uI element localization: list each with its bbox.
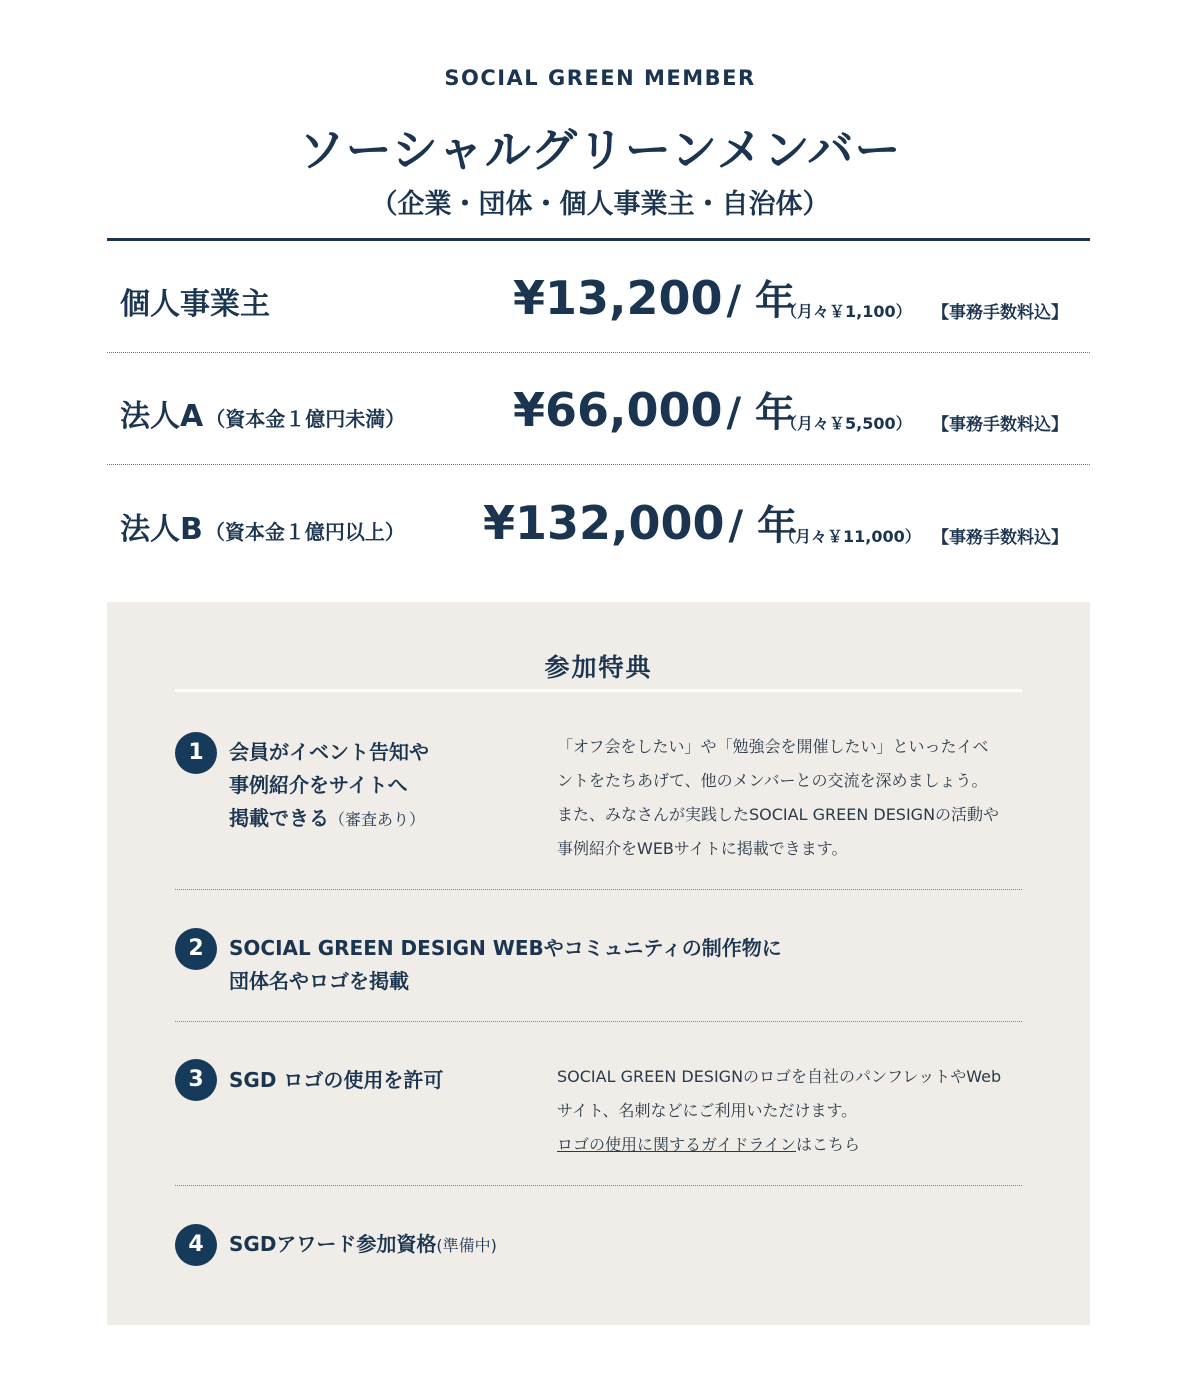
- plan-price: [483, 494, 797, 551]
- plan-name-text: 法人A: [120, 399, 204, 434]
- benefit-desc-line: [557, 1128, 1017, 1162]
- plan-price: [513, 269, 795, 326]
- price-row-individual: [107, 241, 1090, 353]
- page-subtitle: （企業・団体・個人事業主・自治体）: [370, 189, 830, 220]
- plan-monthly: （月々￥5,500）: [781, 414, 912, 433]
- benefit-title-line: 会員がイベント告知や: [229, 740, 429, 764]
- page-title: ソーシャルグリーンメンバー: [298, 123, 902, 177]
- benefit-title-line: 団体名やロゴを掲載: [229, 969, 409, 993]
- plan-fee-note: 【事務手数料込】: [932, 415, 1068, 435]
- benefits-title: 参加特典: [544, 653, 653, 682]
- benefit-title-note: (準備中): [436, 1236, 497, 1255]
- plan-price-amount: ¥13,200: [513, 271, 723, 325]
- price-row-corporate-a: [107, 353, 1090, 465]
- benefit-number-badge: 2: [175, 928, 217, 970]
- plan-price-amount: ¥132,000: [483, 496, 725, 550]
- benefit-desc-line: 事例紹介をWEBサイトに掲載できます。: [557, 839, 848, 858]
- plan-name-note: （資本金１億円以上）: [204, 520, 405, 544]
- benefit-item-3: [175, 1022, 1022, 1186]
- plan-monthly: （月々￥11,000）: [779, 527, 921, 546]
- benefit-title-line: [229, 802, 429, 836]
- benefit-title-line: SOCIAL GREEN DESIGN WEBやコミュニティの制作物に: [229, 936, 782, 960]
- benefit-title-text: 掲載できる: [229, 806, 329, 830]
- plan-name: [120, 279, 270, 323]
- benefit-link-suffix: はこちら: [796, 1135, 861, 1154]
- plan-name: [120, 504, 405, 548]
- benefit-title: [229, 932, 782, 998]
- plan-name-note: （資本金１億円未満）: [205, 407, 406, 431]
- plan-price: [513, 381, 795, 438]
- plan-price-amount: ¥66,000: [513, 383, 723, 437]
- benefits-panel: [107, 602, 1090, 1325]
- plan-fee-note: 【事務手数料込】: [932, 528, 1068, 548]
- benefit-description: [557, 730, 1017, 866]
- benefit-item-4: [175, 1186, 1022, 1306]
- benefit-number-badge: 4: [175, 1224, 217, 1266]
- benefit-title-line: SGD ロゴの使用を許可: [229, 1068, 444, 1092]
- plan-name-text: 法人B: [120, 512, 203, 547]
- plan-name-text: 個人事業主: [120, 287, 270, 322]
- plan-price-period: / 年: [726, 390, 796, 436]
- eyebrow-label: SOCIAL GREEN MEMBER: [444, 66, 756, 90]
- benefit-title-note: （審査あり）: [329, 810, 426, 829]
- plan-monthly: （月々￥1,100）: [781, 302, 912, 321]
- benefit-title-line: 事例紹介をサイトへ: [229, 773, 408, 797]
- benefits-divider: [175, 689, 1022, 692]
- benefit-number-badge: 1: [175, 732, 217, 774]
- benefit-title: [229, 1064, 443, 1097]
- benefit-desc-line: 「オフ会をしたい」や「勉強会を開催したい」といったイベ: [557, 737, 989, 756]
- price-row-corporate-b: [107, 466, 1090, 578]
- plan-fee-note: 【事務手数料込】: [932, 303, 1068, 323]
- benefit-title: [229, 736, 429, 836]
- benefit-item-1: [175, 724, 1022, 890]
- benefit-title: [229, 1228, 497, 1262]
- plan-name: [120, 391, 405, 435]
- benefit-title-text: SGDアワード参加資格: [229, 1232, 437, 1256]
- benefit-description: [557, 1060, 1017, 1162]
- benefit-desc-line: また、みなさんが実践したSOCIAL GREEN DESIGNの活動や: [557, 805, 1000, 824]
- benefit-number-badge: 3: [175, 1059, 217, 1101]
- benefit-item-2: [175, 890, 1022, 1022]
- benefit-desc-line: SOCIAL GREEN DESIGNのロゴを自社のパンフレットやWeb: [557, 1067, 1002, 1086]
- benefit-desc-line: サイト、名刺などにご利用いただけます。: [557, 1101, 858, 1120]
- logo-guideline-link[interactable]: ロゴの使用に関するガイドライン: [557, 1135, 797, 1154]
- plan-price-period: / 年: [726, 278, 796, 324]
- benefit-desc-line: ントをたちあげて、他のメンバーとの交流を深めましょう。: [557, 771, 988, 790]
- plan-price-period: / 年: [728, 503, 798, 549]
